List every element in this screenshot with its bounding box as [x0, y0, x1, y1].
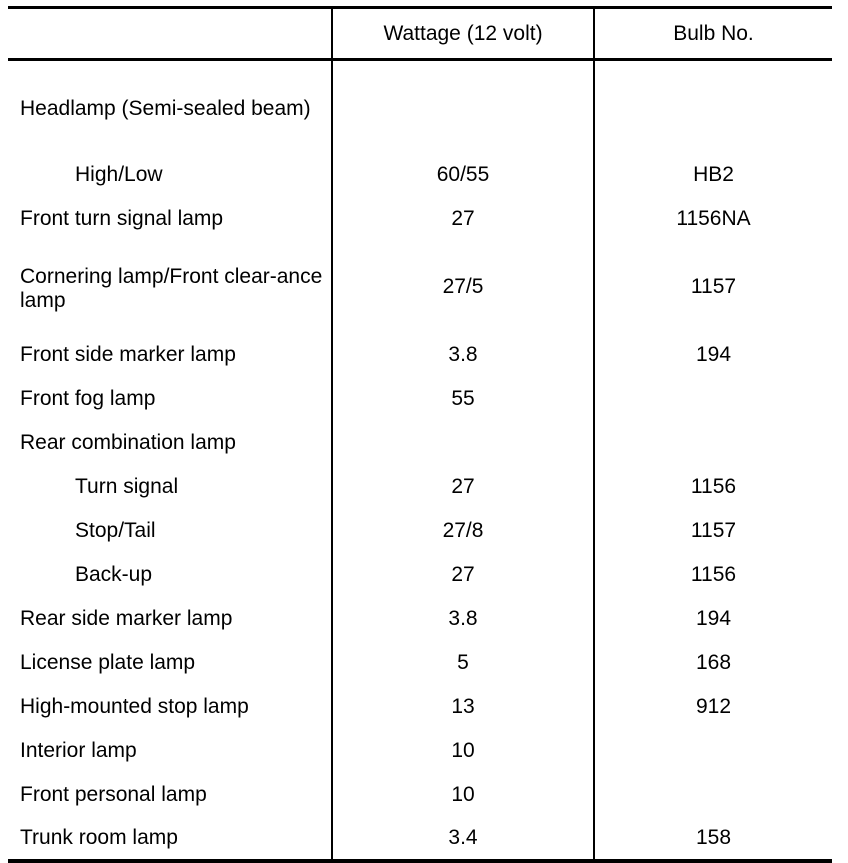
table-row [8, 333, 832, 377]
row-bulb-no: 1157 [690, 275, 737, 298]
table-header-row [8, 8, 832, 60]
row-item: Headlamp (Semi-sealed beam) [8, 60, 332, 154]
row-item: High/Low [8, 153, 332, 197]
row-wattage [332, 60, 594, 154]
row-wattage: 60/55 [332, 153, 594, 197]
row-wattage: 3.4 [332, 817, 594, 861]
row-bulb-no [594, 729, 832, 773]
row-item: Interior lamp [8, 729, 332, 773]
row-bulb-no: 1157 [690, 519, 737, 542]
row-item: Front side marker lamp [8, 333, 332, 377]
row-wattage: 10 [332, 773, 594, 817]
row-wattage [332, 421, 594, 465]
row-bulb-no: 912 [695, 695, 732, 718]
row-wattage: 27 [332, 465, 594, 509]
row-wattage: 27/5 [332, 241, 594, 333]
row-bulb-no: 168 [695, 651, 732, 674]
table-row [8, 509, 832, 553]
table-row [8, 465, 832, 509]
table-row [8, 597, 832, 641]
table-row [8, 641, 832, 685]
row-item: Front turn signal lamp [8, 197, 332, 241]
row-wattage: 27/8 [332, 509, 594, 553]
table-row [8, 817, 832, 861]
row-bulb-no [594, 60, 832, 154]
table-row [8, 685, 832, 729]
table-row [8, 241, 832, 333]
table-row [8, 729, 832, 773]
header-item [8, 8, 332, 60]
row-bulb-no [594, 377, 832, 421]
row-item: Cornering lamp/Front clear-ance lamp [8, 241, 332, 333]
row-item: Back-up [8, 553, 332, 597]
table-row [8, 153, 832, 197]
bulb-specification-table [8, 6, 832, 863]
row-bulb-no: HB2 [693, 163, 734, 186]
table-row [8, 377, 832, 421]
row-bulb-no: 1156NA [676, 207, 751, 230]
table-row [8, 553, 832, 597]
table-row [8, 197, 832, 241]
row-bulb-no: 1156 [690, 475, 737, 498]
header-wattage: Wattage (12 volt) [332, 8, 594, 60]
row-wattage: 27 [332, 197, 594, 241]
row-wattage: 3.8 [332, 333, 594, 377]
table-row [8, 773, 832, 817]
row-bulb-no: 194 [695, 607, 732, 630]
row-wattage: 55 [332, 377, 594, 421]
row-bulb-no [594, 773, 832, 817]
table-row [8, 421, 832, 465]
row-item: Front fog lamp [8, 377, 332, 421]
row-wattage: 27 [332, 553, 594, 597]
row-bulb-no [594, 421, 832, 465]
row-item: License plate lamp [8, 641, 332, 685]
row-wattage: 10 [332, 729, 594, 773]
row-item: Turn signal [8, 465, 332, 509]
row-wattage: 3.8 [332, 597, 594, 641]
row-bulb-no: 1156 [690, 563, 737, 586]
row-item: Stop/Tail [8, 509, 332, 553]
row-bulb-no: 194 [695, 343, 732, 366]
table-row [8, 60, 832, 154]
row-wattage: 5 [332, 641, 594, 685]
row-bulb-no: 158 [594, 817, 832, 861]
row-item: Rear combination lamp [8, 421, 332, 465]
row-item: Trunk room lamp [8, 817, 332, 861]
row-wattage: 13 [332, 685, 594, 729]
row-item: High-mounted stop lamp [8, 685, 332, 729]
header-bulb-no: Bulb No. [594, 8, 832, 60]
row-item: Front personal lamp [8, 773, 332, 817]
row-item: Rear side marker lamp [8, 597, 332, 641]
